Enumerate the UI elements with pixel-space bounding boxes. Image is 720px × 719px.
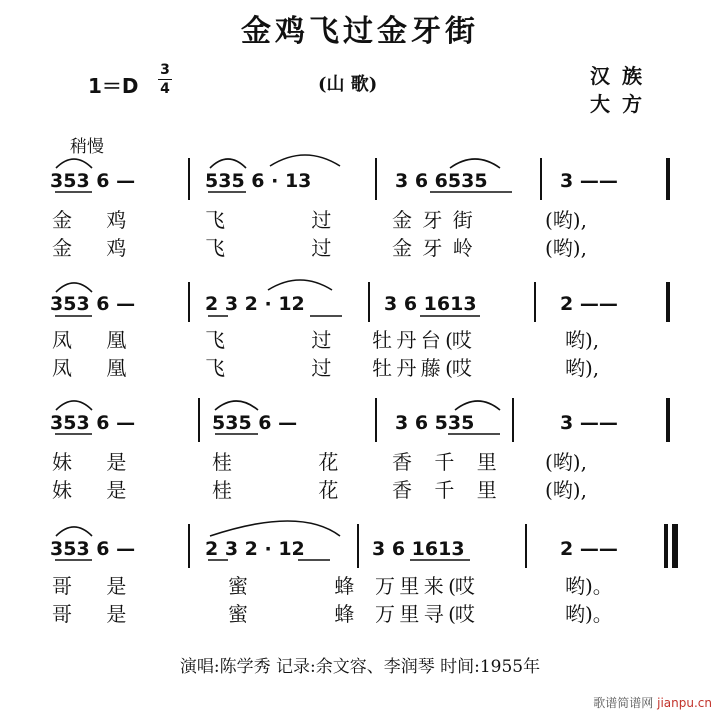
lyric-text: 蜜 蜂: [228, 602, 395, 626]
measure-notes: 353 6 —: [50, 538, 136, 560]
lyric-text: 万 里 寻 (哎: [375, 602, 474, 626]
lyric-text: 金 鸡: [52, 236, 141, 260]
lyric-text: 金 鸡: [52, 208, 141, 232]
lyric-text: 香 千 里: [392, 478, 505, 502]
slur-arc: [56, 283, 92, 292]
lyric-text: 飞 过: [205, 236, 372, 260]
lyric-text: 金 牙 街: [392, 208, 475, 232]
lyric-text: 飞 过: [205, 356, 372, 380]
genre-label: (山 歌): [318, 74, 378, 95]
lyric-text: 香 千 里: [392, 450, 505, 474]
lyric-text: 万 里 来 (哎: [375, 574, 474, 598]
lyric-text: 哟),: [565, 328, 600, 352]
lyric-text: 哥 是: [52, 602, 141, 626]
lyric-text: 桂 花: [212, 478, 379, 502]
watermark-url: jianpu.cn: [657, 696, 712, 710]
measure-notes: 535 6 · 13: [205, 170, 312, 192]
lyric-text: 桂 花: [212, 450, 379, 474]
time-signature-bottom: 4: [160, 81, 170, 97]
lyric-text: 牡 丹 台 (哎: [372, 328, 471, 352]
lyric-text: (哟),: [545, 236, 587, 260]
lyric-text: 金 牙 岭: [392, 236, 475, 260]
lyric-text: (哟),: [545, 478, 587, 502]
slur-arc: [56, 527, 92, 536]
key-signature: 1＝D: [88, 74, 139, 98]
credit-line-2: 大方: [590, 92, 654, 116]
slur-arc: [455, 401, 500, 410]
measure-notes: 3 6 1613: [384, 293, 477, 315]
slur-arc: [450, 159, 500, 168]
measure-notes: 2 3 2 · 12: [205, 293, 305, 315]
song-title: 金鸡飞过金牙街: [241, 14, 479, 49]
performance-credits: 演唱:陈学秀 记录:余文容、李润琴 时间:1955年: [179, 657, 541, 677]
lyric-text: (哟),: [545, 208, 587, 232]
lyric-text: 凤 凰: [52, 328, 141, 352]
slur-arc: [56, 401, 92, 410]
measure-notes: 3 ——: [560, 170, 618, 192]
slur-arc: [268, 280, 332, 290]
credit-line-1: 汉族: [590, 64, 654, 88]
lyric-text: 哟)。: [565, 574, 613, 598]
measure-notes: 3 6 1613: [372, 538, 465, 560]
measure-notes: 535 6 —: [212, 412, 298, 434]
lyric-text: 妹 是: [52, 478, 141, 502]
lyric-text: 蜜 蜂: [228, 574, 395, 598]
lyric-text: 哟)。: [565, 602, 613, 626]
slur-arc: [56, 159, 92, 168]
measure-notes: 2 ——: [560, 293, 618, 315]
lyric-text: 牡 丹 藤 (哎: [372, 356, 471, 380]
measure-notes: 353 6 —: [50, 170, 136, 192]
slur-arc: [210, 521, 340, 536]
watermark-site: 歌谱简谱网: [593, 696, 654, 710]
measure-notes: 3 6 6535: [395, 170, 488, 192]
measure-notes: 3 6 535: [395, 412, 475, 434]
lyric-text: (哟),: [545, 450, 587, 474]
measure-notes: 353 6 —: [50, 412, 136, 434]
lyric-text: 哥 是: [52, 574, 141, 598]
lyric-text: 凤 凰: [52, 356, 141, 380]
slur-arc: [270, 155, 340, 166]
watermark: [593, 694, 712, 711]
measure-notes: 353 6 —: [50, 293, 136, 315]
tempo-marking: 稍慢: [70, 137, 104, 157]
lyric-text: 妹 是: [52, 450, 141, 474]
measure-notes: 3 ——: [560, 412, 618, 434]
lyric-text: 飞 过: [205, 328, 372, 352]
measure-notes: 2 3 2 · 12: [205, 538, 305, 560]
slur-arc: [215, 401, 258, 410]
lyric-text: 飞 过: [205, 208, 372, 232]
measure-notes: 2 ——: [560, 538, 618, 560]
lyric-text: 哟),: [565, 356, 600, 380]
slur-arc: [210, 159, 246, 168]
time-signature-top: 3: [160, 62, 170, 78]
